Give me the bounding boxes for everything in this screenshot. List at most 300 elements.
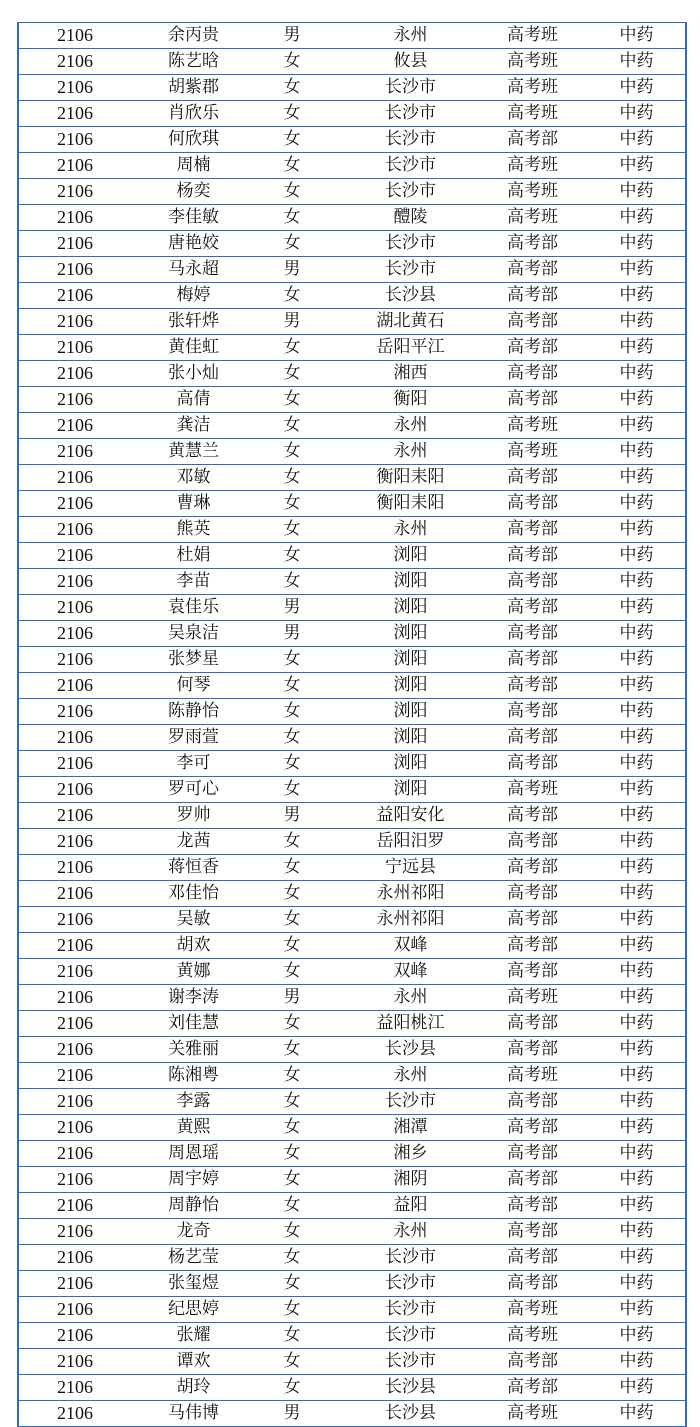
gender-cell: 女: [240, 855, 344, 881]
origin-cell: 永州祁阳: [344, 907, 477, 933]
major-cell: 中药: [588, 1323, 685, 1349]
class-cell: 2106: [19, 283, 131, 309]
origin-cell: 浏阳: [344, 621, 477, 647]
class-cell: 2106: [19, 1245, 131, 1271]
class-cell: 2106: [19, 205, 131, 231]
table-row: [19, 673, 685, 699]
origin-cell: 攸县: [344, 49, 477, 75]
program-cell: 高考班: [477, 439, 588, 465]
major-cell: 中药: [588, 1401, 685, 1427]
gender-cell: 女: [240, 283, 344, 309]
table-row: [19, 49, 685, 75]
class-cell: 2106: [19, 1401, 131, 1427]
major-cell: 中药: [588, 439, 685, 465]
gender-cell: 男: [240, 257, 344, 283]
major-cell: 中药: [588, 179, 685, 205]
name-cell: 熊英: [131, 517, 240, 543]
program-cell: 高考班: [477, 101, 588, 127]
major-cell: 中药: [588, 933, 685, 959]
program-cell: 高考部: [477, 309, 588, 335]
class-cell: 2106: [19, 75, 131, 101]
gender-cell: 女: [240, 179, 344, 205]
program-cell: 高考部: [477, 907, 588, 933]
table-row: [19, 907, 685, 933]
class-cell: 2106: [19, 491, 131, 517]
origin-cell: 永州: [344, 413, 477, 439]
table-row: [19, 595, 685, 621]
program-cell: 高考部: [477, 335, 588, 361]
class-cell: 2106: [19, 777, 131, 803]
program-cell: 高考部: [477, 1349, 588, 1375]
name-cell: 吴泉洁: [131, 621, 240, 647]
origin-cell: 湘乡: [344, 1141, 477, 1167]
name-cell: 李露: [131, 1089, 240, 1115]
class-cell: 2106: [19, 101, 131, 127]
major-cell: 中药: [588, 491, 685, 517]
gender-cell: 女: [240, 959, 344, 985]
class-cell: 2106: [19, 1011, 131, 1037]
program-cell: 高考班: [477, 1401, 588, 1427]
origin-cell: 长沙市: [344, 127, 477, 153]
origin-cell: 长沙市: [344, 101, 477, 127]
program-cell: 高考部: [477, 647, 588, 673]
origin-cell: 双峰: [344, 933, 477, 959]
name-cell: 关雅丽: [131, 1037, 240, 1063]
major-cell: 中药: [588, 1167, 685, 1193]
major-cell: 中药: [588, 1297, 685, 1323]
name-cell: 黄娜: [131, 959, 240, 985]
major-cell: 中药: [588, 257, 685, 283]
class-cell: 2106: [19, 231, 131, 257]
name-cell: 周宇婷: [131, 1167, 240, 1193]
origin-cell: 浏阳: [344, 569, 477, 595]
gender-cell: 女: [240, 49, 344, 75]
name-cell: 胡紫郡: [131, 75, 240, 101]
gender-cell: 女: [240, 1141, 344, 1167]
gender-cell: 女: [240, 1245, 344, 1271]
table-row: [19, 1271, 685, 1297]
major-cell: 中药: [588, 673, 685, 699]
name-cell: 肖欣乐: [131, 101, 240, 127]
major-cell: 中药: [588, 49, 685, 75]
major-cell: 中药: [588, 1063, 685, 1089]
program-cell: 高考班: [477, 777, 588, 803]
program-cell: 高考班: [477, 205, 588, 231]
origin-cell: 醴陵: [344, 205, 477, 231]
name-cell: 黄佳虹: [131, 335, 240, 361]
name-cell: 陈湘粤: [131, 1063, 240, 1089]
class-cell: 2106: [19, 803, 131, 829]
gender-cell: 女: [240, 1089, 344, 1115]
name-cell: 何琴: [131, 673, 240, 699]
table-row: [19, 1193, 685, 1219]
major-cell: 中药: [588, 387, 685, 413]
major-cell: 中药: [588, 231, 685, 257]
major-cell: 中药: [588, 543, 685, 569]
origin-cell: 宁远县: [344, 855, 477, 881]
major-cell: 中药: [588, 1037, 685, 1063]
major-cell: 中药: [588, 829, 685, 855]
name-cell: 何欣琪: [131, 127, 240, 153]
name-cell: 黄慧兰: [131, 439, 240, 465]
table-row: [19, 959, 685, 985]
program-cell: 高考部: [477, 491, 588, 517]
major-cell: 中药: [588, 413, 685, 439]
student-table: [19, 22, 685, 1427]
table-row: [19, 205, 685, 231]
origin-cell: 长沙市: [344, 75, 477, 101]
program-cell: 高考部: [477, 699, 588, 725]
class-cell: 2106: [19, 49, 131, 75]
major-cell: 中药: [588, 1271, 685, 1297]
major-cell: 中药: [588, 881, 685, 907]
program-cell: 高考班: [477, 1297, 588, 1323]
origin-cell: 衡阳耒阳: [344, 465, 477, 491]
student-table-sheet: [17, 22, 687, 1427]
table-row: [19, 387, 685, 413]
name-cell: 胡玲: [131, 1375, 240, 1401]
major-cell: 中药: [588, 23, 685, 49]
origin-cell: 浏阳: [344, 543, 477, 569]
table-row: [19, 1089, 685, 1115]
class-cell: 2106: [19, 1089, 131, 1115]
table-row: [19, 413, 685, 439]
class-cell: 2106: [19, 387, 131, 413]
major-cell: 中药: [588, 1219, 685, 1245]
origin-cell: 衡阳: [344, 387, 477, 413]
gender-cell: 女: [240, 1011, 344, 1037]
table-row: [19, 933, 685, 959]
major-cell: 中药: [588, 621, 685, 647]
origin-cell: 湘潭: [344, 1115, 477, 1141]
name-cell: 蒋恒香: [131, 855, 240, 881]
program-cell: 高考部: [477, 1375, 588, 1401]
major-cell: 中药: [588, 907, 685, 933]
class-cell: 2106: [19, 1271, 131, 1297]
gender-cell: 女: [240, 153, 344, 179]
name-cell: 高倩: [131, 387, 240, 413]
gender-cell: 女: [240, 699, 344, 725]
major-cell: 中药: [588, 751, 685, 777]
origin-cell: 长沙市: [344, 179, 477, 205]
table-row: [19, 881, 685, 907]
origin-cell: 长沙市: [344, 1323, 477, 1349]
origin-cell: 长沙市: [344, 1245, 477, 1271]
major-cell: 中药: [588, 855, 685, 881]
major-cell: 中药: [588, 127, 685, 153]
class-cell: 2106: [19, 23, 131, 49]
origin-cell: 湖北黄石: [344, 309, 477, 335]
origin-cell: 永州: [344, 439, 477, 465]
table-row: [19, 101, 685, 127]
class-cell: 2106: [19, 829, 131, 855]
gender-cell: 女: [240, 361, 344, 387]
class-cell: 2106: [19, 543, 131, 569]
origin-cell: 浏阳: [344, 595, 477, 621]
gender-cell: 女: [240, 725, 344, 751]
table-row: [19, 1063, 685, 1089]
program-cell: 高考部: [477, 283, 588, 309]
class-cell: 2106: [19, 1141, 131, 1167]
origin-cell: 长沙市: [344, 1271, 477, 1297]
name-cell: 杜娟: [131, 543, 240, 569]
table-row: [19, 75, 685, 101]
origin-cell: 长沙市: [344, 1349, 477, 1375]
major-cell: 中药: [588, 75, 685, 101]
name-cell: 李佳敏: [131, 205, 240, 231]
table-row: [19, 647, 685, 673]
gender-cell: 男: [240, 985, 344, 1011]
table-row: [19, 127, 685, 153]
class-cell: 2106: [19, 1115, 131, 1141]
origin-cell: 长沙市: [344, 257, 477, 283]
gender-cell: 男: [240, 1401, 344, 1427]
table-row: [19, 855, 685, 881]
table-row: [19, 309, 685, 335]
name-cell: 袁佳乐: [131, 595, 240, 621]
table-row: [19, 283, 685, 309]
major-cell: 中药: [588, 803, 685, 829]
name-cell: 陈艺晗: [131, 49, 240, 75]
name-cell: 邓敏: [131, 465, 240, 491]
program-cell: 高考部: [477, 855, 588, 881]
name-cell: 梅婷: [131, 283, 240, 309]
gender-cell: 女: [240, 673, 344, 699]
program-cell: 高考班: [477, 1063, 588, 1089]
program-cell: 高考部: [477, 1011, 588, 1037]
origin-cell: 永州: [344, 1219, 477, 1245]
major-cell: 中药: [588, 309, 685, 335]
origin-cell: 湘阴: [344, 1167, 477, 1193]
major-cell: 中药: [588, 205, 685, 231]
gender-cell: 女: [240, 127, 344, 153]
program-cell: 高考部: [477, 933, 588, 959]
program-cell: 高考班: [477, 23, 588, 49]
major-cell: 中药: [588, 283, 685, 309]
gender-cell: 男: [240, 803, 344, 829]
class-cell: 2106: [19, 1297, 131, 1323]
program-cell: 高考部: [477, 1037, 588, 1063]
program-cell: 高考班: [477, 413, 588, 439]
origin-cell: 永州: [344, 1063, 477, 1089]
gender-cell: 女: [240, 543, 344, 569]
student-table-body: [19, 23, 685, 1427]
table-row: [19, 777, 685, 803]
table-row: [19, 543, 685, 569]
origin-cell: 浏阳: [344, 751, 477, 777]
origin-cell: 益阳: [344, 1193, 477, 1219]
table-row: [19, 257, 685, 283]
major-cell: 中药: [588, 959, 685, 985]
name-cell: 杨艺莹: [131, 1245, 240, 1271]
class-cell: 2106: [19, 933, 131, 959]
gender-cell: 女: [240, 439, 344, 465]
program-cell: 高考部: [477, 543, 588, 569]
program-cell: 高考部: [477, 725, 588, 751]
class-cell: 2106: [19, 1037, 131, 1063]
name-cell: 张小灿: [131, 361, 240, 387]
name-cell: 张轩烨: [131, 309, 240, 335]
origin-cell: 长沙市: [344, 231, 477, 257]
gender-cell: 女: [240, 205, 344, 231]
major-cell: 中药: [588, 101, 685, 127]
origin-cell: 浏阳: [344, 673, 477, 699]
program-cell: 高考部: [477, 1141, 588, 1167]
program-cell: 高考班: [477, 75, 588, 101]
class-cell: 2106: [19, 725, 131, 751]
origin-cell: 益阳安化: [344, 803, 477, 829]
table-row: [19, 1011, 685, 1037]
program-cell: 高考部: [477, 1115, 588, 1141]
class-cell: 2106: [19, 465, 131, 491]
major-cell: 中药: [588, 1245, 685, 1271]
origin-cell: 岳阳汨罗: [344, 829, 477, 855]
program-cell: 高考班: [477, 1323, 588, 1349]
table-row: [19, 751, 685, 777]
gender-cell: 女: [240, 933, 344, 959]
table-row: [19, 23, 685, 49]
program-cell: 高考部: [477, 595, 588, 621]
name-cell: 张耀: [131, 1323, 240, 1349]
gender-cell: 女: [240, 907, 344, 933]
program-cell: 高考部: [477, 1167, 588, 1193]
class-cell: 2106: [19, 855, 131, 881]
name-cell: 谭欢: [131, 1349, 240, 1375]
gender-cell: 女: [240, 1219, 344, 1245]
gender-cell: 女: [240, 465, 344, 491]
table-row: [19, 569, 685, 595]
table-row: [19, 335, 685, 361]
gender-cell: 女: [240, 1271, 344, 1297]
major-cell: 中药: [588, 985, 685, 1011]
origin-cell: 长沙县: [344, 1401, 477, 1427]
class-cell: 2106: [19, 309, 131, 335]
gender-cell: 女: [240, 75, 344, 101]
origin-cell: 长沙市: [344, 1297, 477, 1323]
gender-cell: 女: [240, 777, 344, 803]
gender-cell: 男: [240, 595, 344, 621]
major-cell: 中药: [588, 595, 685, 621]
program-cell: 高考班: [477, 985, 588, 1011]
table-row: [19, 1297, 685, 1323]
program-cell: 高考班: [477, 179, 588, 205]
origin-cell: 双峰: [344, 959, 477, 985]
major-cell: 中药: [588, 361, 685, 387]
gender-cell: 女: [240, 829, 344, 855]
table-row: [19, 1115, 685, 1141]
gender-cell: 女: [240, 881, 344, 907]
class-cell: 2106: [19, 1375, 131, 1401]
name-cell: 黄熙: [131, 1115, 240, 1141]
class-cell: 2106: [19, 127, 131, 153]
origin-cell: 永州: [344, 23, 477, 49]
program-cell: 高考班: [477, 49, 588, 75]
name-cell: 龚洁: [131, 413, 240, 439]
class-cell: 2106: [19, 257, 131, 283]
origin-cell: 益阳桃江: [344, 1011, 477, 1037]
class-cell: 2106: [19, 413, 131, 439]
major-cell: 中药: [588, 1089, 685, 1115]
name-cell: 李苗: [131, 569, 240, 595]
name-cell: 罗帅: [131, 803, 240, 829]
gender-cell: 女: [240, 1323, 344, 1349]
major-cell: 中药: [588, 1141, 685, 1167]
table-row: [19, 179, 685, 205]
table-row: [19, 231, 685, 257]
gender-cell: 女: [240, 231, 344, 257]
class-cell: 2106: [19, 439, 131, 465]
name-cell: 周恩瑶: [131, 1141, 240, 1167]
gender-cell: 女: [240, 491, 344, 517]
program-cell: 高考部: [477, 257, 588, 283]
class-cell: 2106: [19, 959, 131, 985]
table-row: [19, 803, 685, 829]
name-cell: 吴敏: [131, 907, 240, 933]
gender-cell: 女: [240, 647, 344, 673]
program-cell: 高考部: [477, 465, 588, 491]
gender-cell: 女: [240, 517, 344, 543]
program-cell: 高考部: [477, 1193, 588, 1219]
gender-cell: 女: [240, 413, 344, 439]
table-row: [19, 1219, 685, 1245]
table-row: [19, 1401, 685, 1427]
major-cell: 中药: [588, 1115, 685, 1141]
major-cell: 中药: [588, 335, 685, 361]
origin-cell: 浏阳: [344, 647, 477, 673]
name-cell: 谢李涛: [131, 985, 240, 1011]
table-row: [19, 1141, 685, 1167]
gender-cell: 女: [240, 1037, 344, 1063]
origin-cell: 浏阳: [344, 699, 477, 725]
gender-cell: 女: [240, 1063, 344, 1089]
major-cell: 中药: [588, 699, 685, 725]
program-cell: 高考部: [477, 361, 588, 387]
name-cell: 刘佳慧: [131, 1011, 240, 1037]
table-row: [19, 621, 685, 647]
class-cell: 2106: [19, 361, 131, 387]
table-row: [19, 985, 685, 1011]
major-cell: 中药: [588, 153, 685, 179]
gender-cell: 女: [240, 1167, 344, 1193]
major-cell: 中药: [588, 777, 685, 803]
name-cell: 龙奇: [131, 1219, 240, 1245]
table-row: [19, 1167, 685, 1193]
table-row: [19, 465, 685, 491]
program-cell: 高考部: [477, 1219, 588, 1245]
program-cell: 高考部: [477, 751, 588, 777]
origin-cell: 岳阳平江: [344, 335, 477, 361]
gender-cell: 女: [240, 101, 344, 127]
origin-cell: 衡阳耒阳: [344, 491, 477, 517]
gender-cell: 男: [240, 23, 344, 49]
gender-cell: 女: [240, 1349, 344, 1375]
table-row: [19, 1037, 685, 1063]
class-cell: 2106: [19, 907, 131, 933]
name-cell: 余丙贵: [131, 23, 240, 49]
origin-cell: 永州: [344, 985, 477, 1011]
gender-cell: 女: [240, 1297, 344, 1323]
class-cell: 2106: [19, 1349, 131, 1375]
table-row: [19, 361, 685, 387]
name-cell: 陈静怡: [131, 699, 240, 725]
gender-cell: 女: [240, 569, 344, 595]
major-cell: 中药: [588, 517, 685, 543]
table-row: [19, 153, 685, 179]
table-row: [19, 439, 685, 465]
origin-cell: 永州祁阳: [344, 881, 477, 907]
origin-cell: 长沙县: [344, 1037, 477, 1063]
program-cell: 高考部: [477, 881, 588, 907]
